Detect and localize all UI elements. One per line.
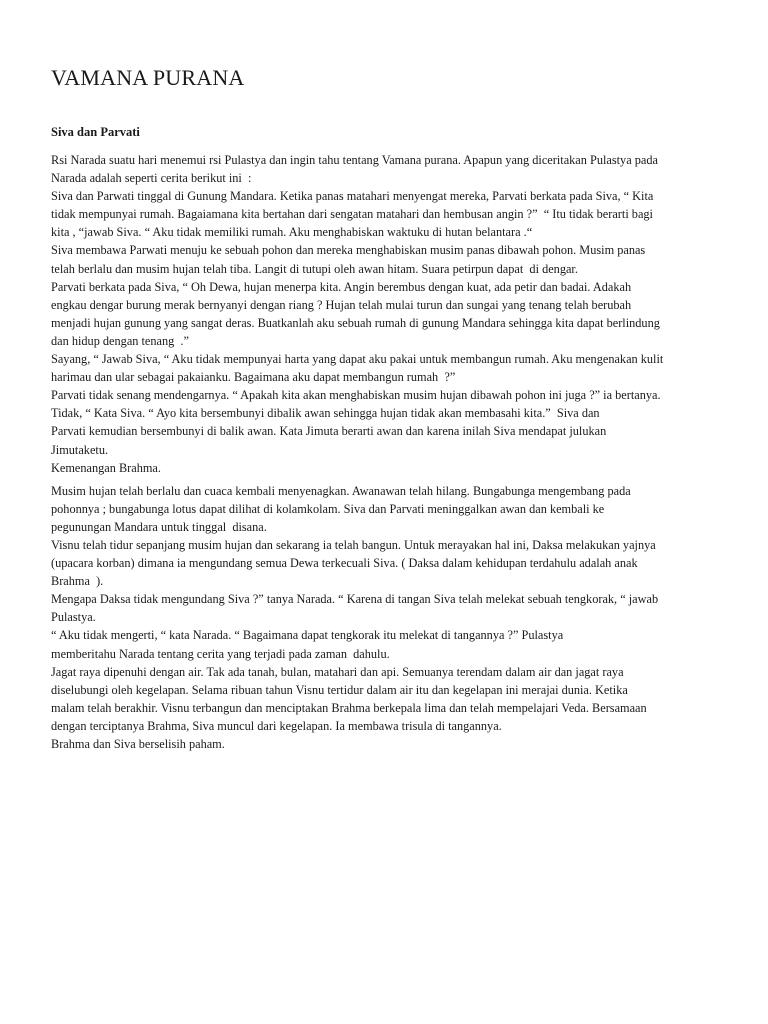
paragraph: Rsi Narada suatu hari menemui rsi Pulastya dan ingin tahu tentang Vamana purana. Apapun yang diceritakan Pulastya pada Narada adalah seperti cerita berikut ini : <box>51 153 658 186</box>
paragraph: Mengapa Daksa tidak mengundang Siva ?” tanya Narada. “ Karena di tangan Siva telah melekat sebuah tengkorak, “ jawab Pulastya. <box>51 592 659 625</box>
paragraph: “ Aku tidak mengerti, “ kata Narada. “ Bagaimana dapat tengkorak itu melekat di tangannya ?” Pulastya memberitahu Narada tentang cerita yang terjadi pada zaman dahulu. <box>51 628 564 661</box>
paragraph: Sayang, “ Jawab Siva, “ Aku tidak mempunyai harta yang dapat aku pakai untuk membangun rumah. Aku mengenakan kulit harimau dan ular sebagai pakaianku. Bagaimana aku dapat membangun rumah ?” <box>51 352 664 385</box>
paragraph: Brahma dan Siva berselisih paham. <box>51 737 225 751</box>
paragraph: Jagat raya dipenuhi dengan air. Tak ada tanah, bulan, matahari dan api. Semuanya terendam dalam air dan jagat raya diselubungi oleh kegelapan. Selama ribuan tahun Visnu tertidur dalam air itu dan kegelapan ini merajai dunia. Ketika malam telah berakhir. Visnu terbangun dan menciptakan Brahma berkepala lima dan telah mempelajari Veda. Bersamaan dengan terciptanya Brahma, Siva muncul dari kegelapan. Ia membawa trisula di tangannya. <box>51 664 647 733</box>
paragraph: Parvati berkata pada Siva, “ Oh Dewa, hujan menerpa kita. Angin berembus dengan kuat, ada petir dan badai. Adakah engkau dengar burung merak bernyanyi dengan riang ? Hujan telah mulai turun dan sungai yang tenang telah berubah menjadi hujan gunung yang sangat deras. Buatkanlah aku sebuah rumah di gunung Mandara sehingga kita dapat berlindung dan hidup dengan tenang .” <box>51 279 660 348</box>
section-title: Siva dan Parvati <box>51 125 140 139</box>
paragraph: Kemenangan Brahma. <box>51 460 161 475</box>
document-body <box>51 151 721 753</box>
document-page <box>51 62 721 753</box>
paragraph: Musim hujan telah berlalu dan cuaca kembali menyenagkan. Awanawan telah hilang. Bungabunga mengembang pada pohonnya ; bungabunga lotus dapat dilihat di kolamkolam. Siva dan Parvati meninggalkan awan dan kembali ke pegunungan Mandara untuk tinggal disana. <box>51 483 631 534</box>
paragraph: Parvati tidak senang mendengarnya. “ Apakah kita akan menghabiskan musim hujan dibawah pohon ini juga ?” ia bertanya. <box>51 388 661 403</box>
paragraph: Visnu telah tidur sepanjang musim hujan dan sekarang ia telah bangun. Untuk merayakan hal ini, Daksa melakukan yajnya (upacara korban) dimana ia mengundang semua Dewa terkecuali Siva. ( Daksa dalam kehidupan terdahulu adalah anak Brahma ). <box>51 537 656 589</box>
paragraph: Siva membawa Parwati menuju ke sebuah pohon dan mereka menghabiskan musim panas dibawah pohon. Musim panas telah berlalu dan musim hujan telah tiba. Langit di tutupi oleh awan hitam. Suara petirpun dapat di dengar. <box>51 243 646 276</box>
document-title: VAMANA PURANA <box>51 65 245 90</box>
paragraph: Tidak, “ Kata Siva. “ Ayo kita bersembunyi dibalik awan sehingga hujan tidak akan membasahi kita.” Siva dan Parvati kemudian bersembunyi di balik awan. Kata Jimuta berarti awan dan karena inilah Siva mendapat julukan Jimutaketu. <box>51 406 607 457</box>
paragraph: Siva dan Parwati tinggal di Gunung Mandara. Ketika panas matahari menyengat mereka, Parvati berkata pada Siva, “ Kita tidak mempunyai rumah. Bagaiamana kita bertahan dari sengatan matahari dan hembusan angin ?” “ Itu tidak berarti bagi kita , “jawab Siva. “ Aku tidak memiliki rumah. Aku menghabiskan waktuku di hutan belantara .“ <box>51 189 654 240</box>
